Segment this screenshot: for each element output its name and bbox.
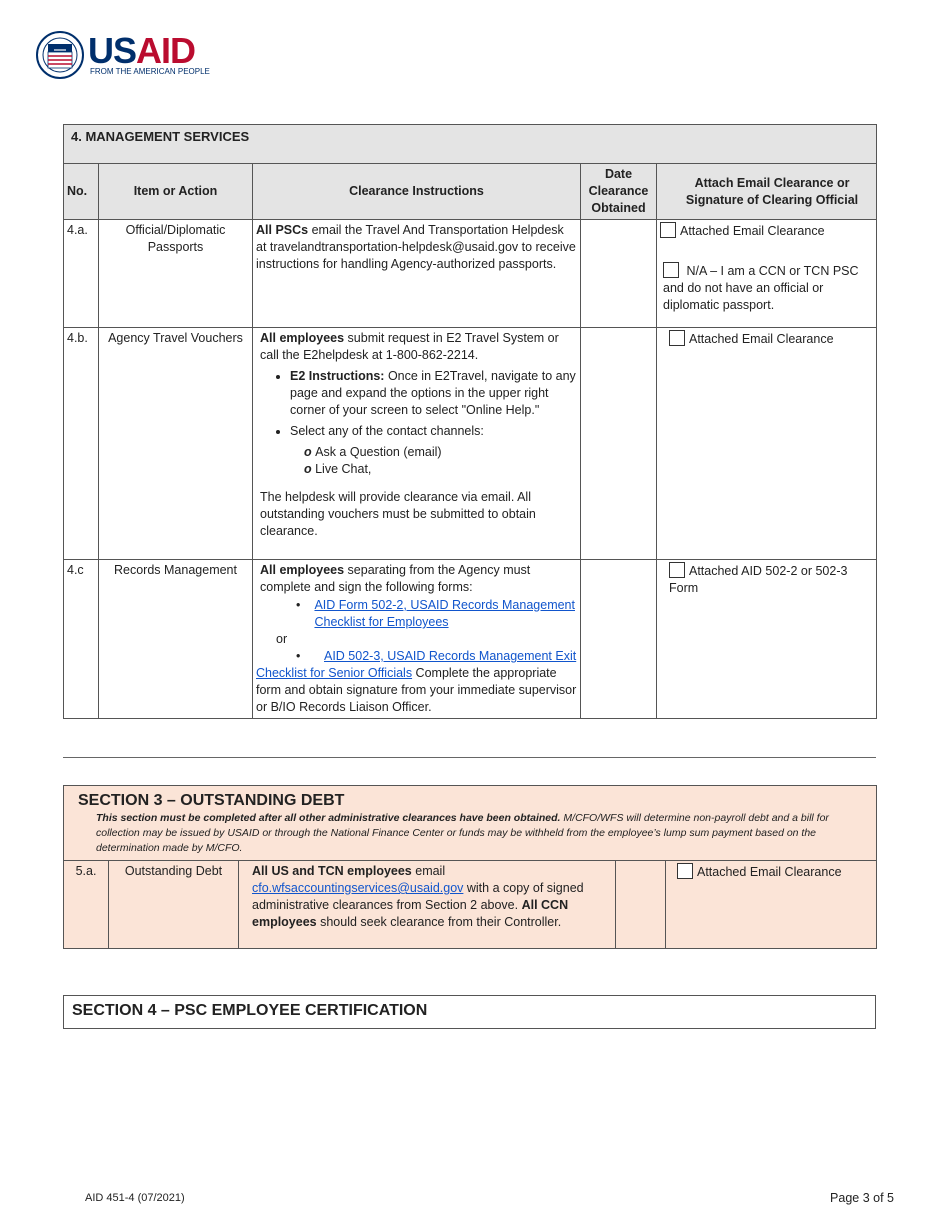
checkbox-attached-email[interactable]: [660, 222, 676, 238]
date-field[interactable]: [581, 560, 657, 719]
instructions-bold: All employees: [260, 331, 345, 345]
header-instructions: Clearance Instructions: [253, 164, 581, 220]
attach-cell: [657, 220, 877, 328]
header-date: Date Clearance Obtained: [581, 164, 657, 220]
attach-cell: [657, 328, 877, 560]
row-number: 4.a.: [64, 220, 99, 328]
checkbox-attached-email[interactable]: [669, 330, 685, 346]
row-instructions: [253, 220, 581, 328]
bullet-bold: E2 Instructions:: [290, 369, 385, 383]
row-item: Records Management: [99, 560, 253, 719]
attach-cell: [666, 861, 877, 949]
instructions-bold: All US and TCN employees: [252, 864, 412, 878]
divider: [63, 757, 876, 758]
checkbox-label: Attached Email Clearance: [697, 865, 842, 879]
list-item: [290, 368, 577, 419]
management-services-table: [63, 124, 877, 719]
section-3-note: [78, 811, 868, 856]
form-number: AID 451-4 (07/2021): [85, 1192, 185, 1204]
instructions-text: with a copy of signed administrative clearances from Section 2 above.: [252, 881, 584, 912]
row-instructions: [253, 328, 581, 560]
link-form-502-3[interactable]: AID 502-3, USAID Records Management Exit Checklist for Senior Officials: [256, 649, 577, 680]
checkbox-label: Attached AID 502-2 or 502-3 Form: [669, 564, 848, 595]
link-form-502-2[interactable]: AID Form 502-2, USAID Records Management Checklist for Employees: [314, 598, 575, 629]
checkbox-label: N/A – I am a CCN or TCN PSC and do not have an official or diplomatic passport.: [663, 264, 859, 312]
instructions-text: email: [411, 864, 446, 878]
row-item: Official/Diplomatic Passports: [99, 220, 253, 328]
table-row: [64, 220, 877, 328]
checkbox-attached-email[interactable]: [677, 863, 693, 879]
section-3-title: SECTION 3 – OUTSTANDING DEBT: [78, 792, 345, 809]
instructions-text: email the Travel And Transportation Helpdesk at travelandtransportation-helpdesk@usaid.gov to receive instructions for handling Agency-authorized passports.: [256, 223, 576, 271]
bullet-text: Once in E2Travel, navigate to any page and expand the options in the upper right corner of your screen to select "Online Help.": [290, 369, 576, 417]
page-number: Page 3 of 5: [830, 1191, 894, 1205]
checkbox-attached-502[interactable]: [669, 562, 685, 578]
or-text: or: [276, 632, 288, 646]
row-number: 4.c: [64, 560, 99, 719]
note-bold: This section must be completed after all other administrative clearances have been obtained.: [96, 812, 561, 824]
checkbox-label: Attached Email Clearance: [689, 332, 834, 346]
instructions-closing: The helpdesk will provide clearance via email. All outstanding vouchers must be submitted to obtain clearance.: [260, 490, 536, 538]
instructions-bold: All PSCs: [256, 223, 309, 237]
logo-tagline: FROM THE AMERICAN PEOPLE: [90, 67, 210, 76]
instructions-bold: All CCN employees: [252, 898, 569, 929]
instructions-bold: All employees: [260, 563, 345, 577]
sub-list-item: o Live Chat,: [304, 461, 577, 478]
instructions-text: submit request in E2 Travel System or call the E2helpdesk at 1-800-862-2214.: [260, 331, 559, 362]
usaid-seal-icon: [36, 30, 84, 80]
row-item: Agency Travel Vouchers: [99, 328, 253, 560]
section-3-header: [64, 786, 877, 861]
attach-cell: [657, 560, 877, 719]
note-text: M/CFO/WFS will determine non-payroll debt and a bill for collection may be issued by USAID or through the National Finance Center or funds may be withheld from the employee’s lump sum payment based on the determination made by M/CFO.: [96, 812, 829, 854]
table-row: [64, 861, 877, 949]
logo-aid: AID: [136, 30, 196, 71]
checkbox-label: Attached Email Clearance: [680, 224, 825, 238]
table-row: [64, 328, 877, 560]
list-item: • Select any of the contact channels:: [290, 423, 577, 440]
instructions-closing: Complete the appropriate form and obtain signature from your immediate supervisor or B/IO Records Liaison Officer.: [256, 666, 577, 714]
header-no: No.: [64, 164, 99, 220]
row-instructions: [239, 861, 616, 949]
row-number: 4.b.: [64, 328, 99, 560]
management-services-title: 4. MANAGEMENT SERVICES: [64, 125, 877, 164]
row-instructions: All employees separating from the Agency must complete and sign the following forms: • AID Form 502-2, USAID Records Management Checklist for Employees or • AID 502-3, USAID Records Management Exit Checklist for Senior Officials Complete the appropriate form and obtain signature from your immediate supervisor or B/IO Records Liaison Officer.: [253, 560, 581, 719]
date-field[interactable]: [581, 220, 657, 328]
header-item: Item or Action: [99, 164, 253, 220]
link-cfo-email[interactable]: cfo.wfsaccountingservices@usaid.gov: [252, 881, 464, 895]
instructions-text: should seek clearance from their Controller.: [316, 915, 562, 929]
outstanding-debt-table: [63, 785, 877, 949]
date-field[interactable]: [581, 328, 657, 560]
section-4-header: [63, 995, 876, 1029]
checkbox-na-passport[interactable]: [663, 262, 679, 278]
sub-list-item: o Ask a Question (email): [304, 444, 577, 461]
date-field[interactable]: [616, 861, 666, 949]
instructions-text: separating from the Agency must complete and sign the following forms:: [260, 563, 531, 594]
usaid-logo: [36, 29, 210, 83]
logo-us: US: [88, 30, 137, 71]
header-attach: Attach Email Clearance or Signature of Clearing Official: [657, 164, 877, 220]
section-4-title: SECTION 4 – PSC EMPLOYEE CERTIFICATION: [72, 1002, 428, 1019]
row-number: 5.a.: [64, 861, 109, 949]
table-row: [64, 560, 877, 719]
row-item: Outstanding Debt: [109, 861, 239, 949]
